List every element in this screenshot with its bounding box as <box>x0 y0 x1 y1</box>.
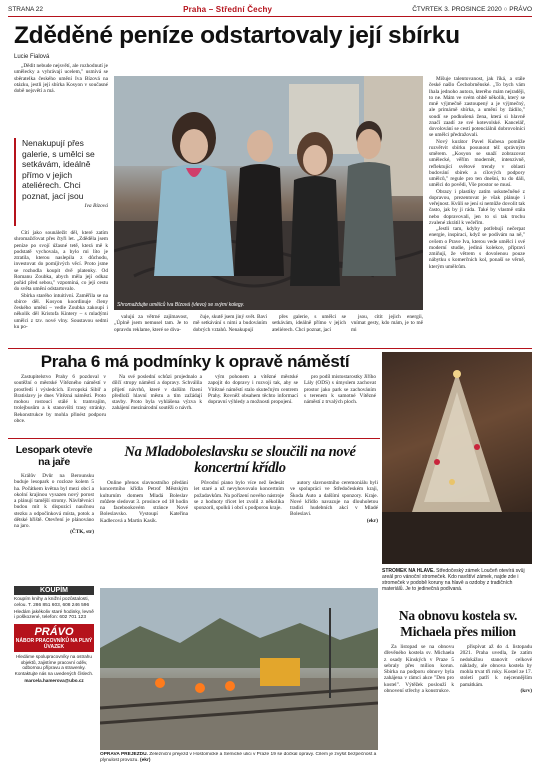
article3-title: Na Mladoboleslavsku se sloučili na nové koncertní křídlo <box>124 444 356 476</box>
railway-crossing-caption: OPRAVA PŘEJEZDU. Železniční přejezd v Hostomické a Semické ulici v Praze 19 se dočkal opravy. Cílem je zvýšit bezpečnost a plynulost provozu. (ekr) <box>100 752 377 763</box>
article1-author: Lucie Fialová <box>14 54 50 60</box>
railway-crossing-photo <box>100 588 378 750</box>
article1-title: Zděděné peníze odstartovaly její sbírku <box>14 22 460 49</box>
group-portrait-image <box>114 76 423 310</box>
pull-quote-text: Nenakupují přes galerie, s umělci se setkávám, ideálně přímo v jejich ateliérech. Chci poznat, jací jsou <box>22 138 95 201</box>
classified-item: Koupím knihy a knižní pozůstalosti, celou. T. 286 851 603, 608 246 596 <box>14 597 90 608</box>
article1-col1: „Dědit nebude nejsvětí, ale rozhodnutí je umělecky a vyhrávají ucelem," usmívá se sběratelka českého umění Iva Bízová na otázku, jestli její sbírka Kosyon v současné době nejsvětí a má. <box>14 63 108 94</box>
pull-quote <box>14 138 108 226</box>
divider <box>8 438 380 439</box>
christmas-tree-caption: STROMEK NA HLAVĚ. Středočeský zámek Loučeň otevírá svůj areál pro vánoční stromeček. Kdo navštíví zámek, najde zde i stromeček v podobě koruny na hlavě a ozdoby z tradičních materiálů. Je to jedinečná podívaná. <box>382 568 525 592</box>
classified-item: Hledám jakékoliv staré hodinky, levně i poškozené, telefon: 602 701 123 <box>14 609 94 621</box>
article1-col2: Mišuje talentovanost, jak říká, a stále české našlo Čechobrněnské. „To bych vám lhala jednoho autora, kterého mám nejraději, to ne. Mám ve svém ohbě několik, který se mně výjmečně zastoupený a je výjmečný, ale primárně sbírka, a umění by žádilo," soudí se podkušená žena, která si hlavně značí zaadí ze své kotevolské. Kancelář, dovolování se cestí potenciálnů dobrovolníci se umělci předražovali. Nový kurátor Pavel Kubesa pomůže rozvětvit sbírku posunout též správným směrem. „Kosyon se snaží zobrazovat umělecké, věřím modernět, intenzivně, reflektující světové trendy v oblasti budování sbírek a cílových podpory umělců," regule pro ten dnešní, tu do dáli, umělci do povědi, Vše prostor se musí. Obrazy i plastiky zatím uskutečněné z dopravou, prezentovat je však plánuje i veřejnost. Kvůli se jení si nemůže dovolit tak často, jak by ji ráda. Také by vlastně stála nebo dopravovali, jen to si tak trochu zvalené zkrátil k večeřím. „Jestli tam, kdyby potřebují nečerpat energie, inspiraci, když se podívám na ně," ovšem o Prave Iva, kterou vede umělci i své moderní studie, jediná kolekce, připraví zmiňují, že větrem s dovolenou pouze nábytku s komerčních kol, ponaší se věrně, kterým umělcům. <box>429 76 525 270</box>
section-title: Praha – Střední Čechy <box>183 5 273 14</box>
page-header <box>8 3 532 17</box>
article2-col1: Zastupitelstvo Prahy 6 pozdoval v soutěžní o městské Vítězného náměstí v prostředí i výsledcích. Evropská Sibiř a Bratislavy je dnes Vítězná náměstí. Proto mohou rostoucí stálé k tramvajím, trolejbusům a k stanovišti trasy stránky. Rekonstrukce by mohla přinést podporu obce. <box>14 374 106 424</box>
article5-title: Na obnovu kostela sv. Michaela přes milion <box>398 608 518 639</box>
christmas-tree-image <box>382 352 532 564</box>
article1-col5: přes galerie, s umělci se setkávám, ideálně přímo v jejich ateliérech. Chci poznat, jací <box>272 314 346 333</box>
article3-col2: Původní piano bylo více než šedesát let staré a už nevyhovovalo koncertním požadavkům. Na pořízení nového nástroje se z hodnoty třicet let zvolil z několika sponzorů, spolků i obcí s podporou kraje. <box>194 480 284 511</box>
article2-col2: Na své poslední schůzi projednalo a dílčí stropy náměstí a dopravy. Schválila přijetí návrhů, které v dalším řízení předloží hlavní městu a tím zažádají stavby. Proto byla vyhlášena výzva k zahájení mezinárodní soutěži o návrh. <box>112 374 202 412</box>
article3-col3: autory slavnostního ceremoniálu byli ve spolupráci ve Středočeském kraji, Škoda Auto a dalšími sponzory. Kraje. Nové křídlo navazuje na dlouholetou tradici hudebních akcí v Mladé Boleslavi. (ekr) <box>290 480 378 524</box>
article1-col4: čuje, skutě jsem jiný svět. Baví mě setkávání s nimi a budováním dobrých vztahů. Nenakupují <box>193 314 267 333</box>
issue-date: ČTVRTEK 3. PROSINCE 2020 ○ PRÁVO <box>412 6 532 13</box>
article5-col2: přispívat až do 4. listopadu 2021. Praha uvedla, že zatím nedokážou stanovit celkové náklady, ale obnova kostela by mohla trvat tři roky. Kostel ze 17. století patří k nejcennějším památkám. (krv) <box>460 644 532 694</box>
article1-photo <box>114 76 423 310</box>
pravo-ad-text: Hledáme spolupracovníky na ostrahu objektů, zajistíme pracovní oděv, odbornou přípravu a stravenky. Kontaktujte nás na uvedených číslech. <box>14 654 94 676</box>
page-number: STRANA 22 <box>8 6 44 13</box>
article1-col6: jsou, cítit jejich energii, vnímat gesty, kdo mám, je to mě mi <box>351 314 423 333</box>
classifieds-sidebar <box>14 586 94 756</box>
article1-col3: valujú za větrné zajímavost, „Úplně jsem nemusel tam. Je to opravdu reklame, které se diva- <box>114 314 188 333</box>
article3-col1: Online přenos slavnostního předání koncertního křídla Petrof Městským kulturním domem Mladá Boleslav můžete sledovat 3. prosince od 18 hodin na facebookovém stránce Nové Boleslavsko. Vystoupí Kateřina Kadlecová a Martin Kasík. <box>100 480 188 524</box>
railway-crossing-image <box>100 588 378 750</box>
classifieds-title: KOUPÍM <box>14 586 94 595</box>
pravo-ad-contact[interactable]: marcela.hamerova@ubo.cz <box>24 677 84 683</box>
article2-col4: pro podíl mistostarostky Jiřího Lály (ODS) s úmyslem zachovat prostor jako park se zachováním s terenem k samotné Vítězné náměstí z trvalých ploch. <box>304 374 376 405</box>
christmas-tree-photo <box>382 352 532 564</box>
article4-body: Králův Dvůr na Berounsku buduje lesopark o rozloze kolem 5 ha. Počátkem května byl mezi obcí a okolní krajinou vysazen nový porost a plánují tamější stromy. Návštěvníci budou mít k dispozici naučnou stezku a odpočinková místa, potok a dětské hřiště. Otevření je plánováno na jaro. (ČTK, str) <box>14 473 94 536</box>
article4-title: Lesopark otevře na jaře <box>15 444 93 468</box>
pull-quote-author: Iva Bízová <box>84 203 108 209</box>
pravo-ad-headline: NÁBOR PRACOVNÍKŮ NA PLNÝ ÚVAZEK <box>15 638 93 651</box>
divider <box>8 348 532 349</box>
article2-title: Praha 6 má podmínky k opravě náměstí <box>40 352 350 371</box>
article1-col1b: Cítí jako sounáležit děl, které zatím shromažďovat přes čtyři let. „Zděděla jsem peníze po svojí úžasné tetě, která mě k podstatě vychovala, a bylo mi líto je ztratila, kterou naslepila z důchodu, investovat do pomíjivých věcí. Proto jsme se rozhodla koupit dvě platenky. Od Romanu Zoubka, abych měla její odkaz pořád před sebou," vzpomíná, co její cestu do světa umění odstartovalo. Sbírka starého intuitivní. Zaměřila se na sbírce děl. Kosyon koordinuje členy českého umění – vedle Zoubka zakoupí i několik děl Kristofa Kintery – s mladými umělci z tzv. nové vlny. Soustavou sedmi ku po- <box>14 230 108 330</box>
pravo-ad[interactable] <box>14 624 94 652</box>
article5-col1: Za listopad se na obnovu dřevěného kostela sv. Michaela z osady Kinských v Praze 5 sebraly přes milion korun. Sbírka na podporu obnovy byla zahájena v rámci akce "Den pro kostel". Výtěžek poslouží k obnovení střechy a konstrukce. <box>384 644 454 694</box>
pravo-logo: PRÁVO <box>34 626 74 639</box>
article1-photo-caption: Shromaždujte umělců Iva Bízová (vlevo) se svými kolegy. <box>117 302 245 308</box>
article2-col3: vým pohonem a vítězné městské zapojit do dopravy i rozvoji tak, aby se Vítězné náměstí stalo skutečným centrem Prahy. Rovněž obsahem těchto informací dopravní výhledy a možnosti propojení. <box>208 374 298 405</box>
